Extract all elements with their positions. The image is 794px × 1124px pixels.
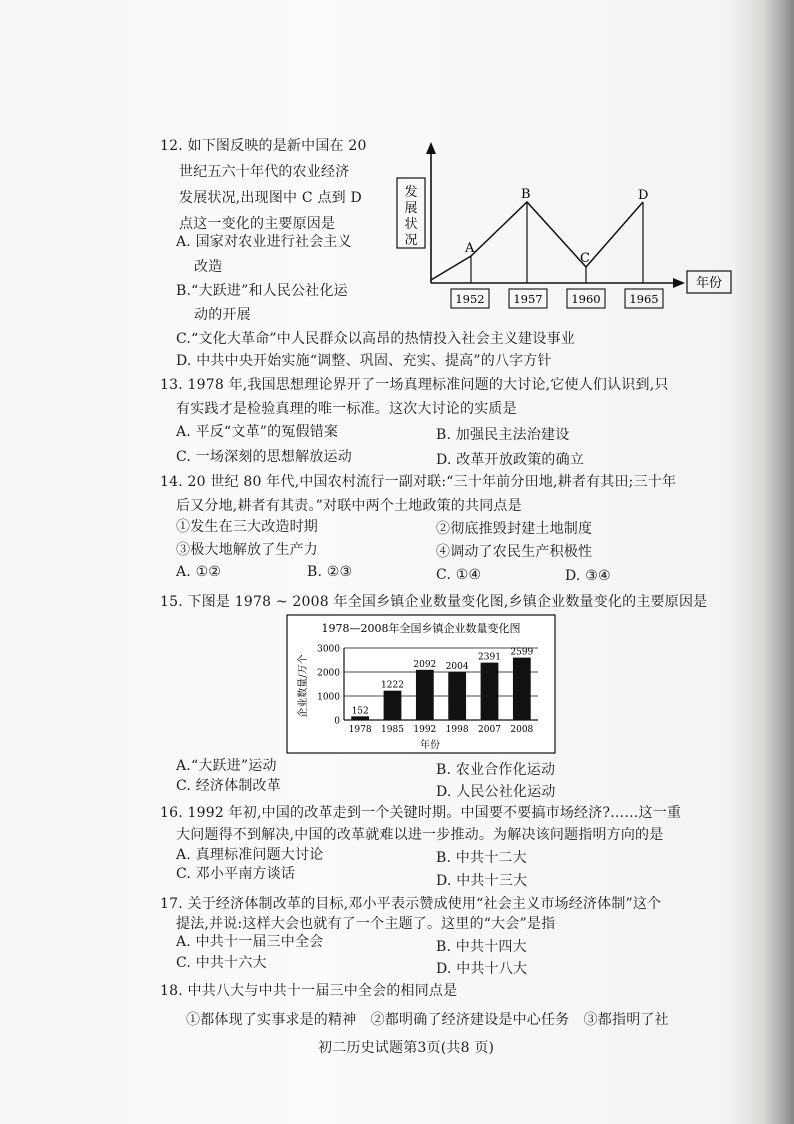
q17-option-d: D. 中共十八大 xyxy=(436,961,528,977)
q14-option-d: D. ③④ xyxy=(565,568,611,584)
chart-data-label: 2599 xyxy=(510,647,534,658)
q12-xlabel: 年份 xyxy=(695,276,723,291)
q12-point-a: A xyxy=(465,241,475,256)
page-footer: 初二历史试题第3页(共8 页) xyxy=(318,1040,495,1056)
chart-data-label: 2391 xyxy=(478,652,501,663)
q15-option-d: D. 人民公社化运动 xyxy=(436,784,556,800)
q12-point-d: D xyxy=(638,188,649,203)
chart-y-tick-label: 3000 xyxy=(317,644,340,655)
q12-option-d: D. 中共中央开始实施“调整、巩固、充实、提高”的八字方针 xyxy=(176,353,552,369)
q14-statement-2: ②彻底推毁封建土地制度 xyxy=(436,521,593,537)
q17-stem-line-1: 17. 关于经济体制改革的目标,邓小平表示赞成使用“社会主义市场经济体制”这个 xyxy=(160,896,662,912)
q13-stem-line-1: 13. 1978 年,我国思想理论界开了一场真理标准问题的大讨论,它使人们认识到,只 xyxy=(160,377,669,393)
q16-option-d: D. 中共十三大 xyxy=(436,873,528,889)
q14-option-a: A. ①② xyxy=(176,564,222,580)
q15-stem: 15. 下图是 1978 ~ 2008 年全国乡镇企业数量变化图,乡镇企业数量变化的主要原因是 xyxy=(160,594,708,610)
q13-stem-line-2: 有实践才是检验真理的唯一标准。这次大讨论的实质是 xyxy=(176,401,517,417)
chart-y-tick-label: 0 xyxy=(334,716,340,727)
q12-stem-line-1: 12. 如下图反映的是新中国在 20 xyxy=(160,138,367,154)
q12-option-a-line-1: A. 国家对农业进行社会主义 xyxy=(176,234,352,250)
q13-option-b: B. 加强民主法治建设 xyxy=(436,427,570,443)
q12-ylabel-char-1: 发 xyxy=(404,185,418,200)
q12-ylabel-char-4: 况 xyxy=(404,233,418,248)
q12-point-b: B xyxy=(521,187,531,202)
q12-option-c: C.“文化大革命”中人民群众以高昂的热情投入社会主义建设事业 xyxy=(176,331,575,347)
q12-figure xyxy=(395,140,735,315)
q12-x-arrow xyxy=(673,278,685,288)
q13-option-d: D. 改革开放政策的确立 xyxy=(436,452,585,468)
q12-point-c: C xyxy=(580,251,590,266)
q16-option-c: C. 邓小平南方谈话 xyxy=(176,866,296,882)
q17-option-b: B. 中共十四大 xyxy=(436,939,527,955)
chart-data-label: 2004 xyxy=(445,661,469,672)
q15-option-b: B. 农业合作化运动 xyxy=(436,762,556,778)
q14-option-b: B. ②③ xyxy=(307,564,353,580)
q12-stem-line-4: 点这一变化的主要原因是 xyxy=(179,216,336,232)
q14-statement-3: ③极大地解放了生产力 xyxy=(176,542,318,558)
q16-option-a: A. 真理标准问题大讨论 xyxy=(176,847,324,863)
chart-x-tick-label: 2008 xyxy=(510,725,534,735)
q14-statement-1: ①发生在三大改造时期 xyxy=(176,519,318,535)
q12-option-a-line-2: 改造 xyxy=(194,259,223,275)
q16-stem-line-1: 16. 1992 年初,中国的改革走到一个关键时期。中国要不要搞市场经济?……这一重 xyxy=(160,805,682,821)
chart-x-tick-label: 1985 xyxy=(381,725,404,735)
q12-stem-line-3: 发展状况,出现图中 C 点到 D xyxy=(179,190,362,206)
q17-option-c: C. 中共十六大 xyxy=(176,955,267,971)
chart-x-tick-label: 1998 xyxy=(445,725,469,735)
page-edge-shadow xyxy=(764,0,794,1124)
q12-option-b-line-2: 动的开展 xyxy=(194,307,251,323)
q15-option-c: C. 经济体制改革 xyxy=(176,778,281,794)
chart-xlabel: 年份 xyxy=(420,740,440,751)
q14-stem-line-1: 14. 20 世纪 80 年代,中国农村流行一副对联:“三十年前分田地,耕者有其田;三十年 xyxy=(160,474,677,490)
q14-statement-4: ④调动了农民生产积极性 xyxy=(436,544,593,560)
q12-trend-line xyxy=(431,202,643,280)
q12-ylabel-char-2: 展 xyxy=(404,201,418,216)
q14-stem-line-2: 后又分地,耕者有其责。”对联中两个土地政策的共同点是 xyxy=(176,498,522,514)
q12-ylabel-char-3: 状 xyxy=(404,217,418,232)
q14-option-c: C. ①④ xyxy=(436,567,482,583)
chart-data-label: 1222 xyxy=(381,680,404,691)
q13-option-a: A. 平反“文革”的冤假错案 xyxy=(176,424,339,440)
q12-year-2: 1957 xyxy=(513,292,543,306)
chart-y-tick-label: 2000 xyxy=(317,668,340,679)
q12-option-b-line-1: B.“大跃进”和人民公社化运 xyxy=(176,283,348,299)
q12-year-3: 1960 xyxy=(571,292,601,306)
q17-option-a: A. 中共十一届三中全会 xyxy=(176,934,324,950)
chart-title: 1978—2008年全国乡镇企业数量变化图 xyxy=(321,622,521,635)
q12-year-4: 1965 xyxy=(629,292,659,306)
chart-x-tick-label: 1992 xyxy=(413,725,437,735)
q12-year-1: 1952 xyxy=(455,292,485,306)
chart-x-tick-label: 2007 xyxy=(478,725,501,735)
chart-bar xyxy=(481,663,499,720)
chart-data-label: 2092 xyxy=(413,659,437,670)
chart-ylabel: 企业数量/万个 xyxy=(298,654,309,718)
q12-stem-line-2: 世纪五六十年代的农业经济 xyxy=(179,164,350,180)
chart-bar xyxy=(448,672,466,720)
chart-bar xyxy=(384,691,402,720)
q18-stem: 18. 中共八大与中共十一届三中全会的相同点是 xyxy=(160,983,458,999)
q12-y-arrow xyxy=(426,142,436,154)
chart-bar xyxy=(416,670,434,720)
q17-stem-line-2: 提法,并说:这样大会也就有了一个主题了。这里的“大会”是指 xyxy=(176,916,556,932)
chart-bar xyxy=(351,716,369,720)
q13-option-c: C. 一场深刻的思想解放运动 xyxy=(176,449,352,465)
q16-stem-line-2: 大问题得不到解决,中国的改革就难以进一步推动。为解决该问题指明方向的是 xyxy=(176,827,664,843)
q15-bar-chart xyxy=(286,614,556,754)
q15-option-a: A.“大跃进”运动 xyxy=(176,758,277,774)
chart-y-tick-label: 1000 xyxy=(317,692,340,703)
chart-bar xyxy=(513,658,531,720)
q18-statements: ①都体现了实事求是的精神 ②都明确了经济建设是中心任务 ③都指明了社 xyxy=(186,1012,669,1028)
q16-option-b: B. 中共十二大 xyxy=(436,850,527,866)
chart-data-label: 152 xyxy=(351,706,369,717)
chart-x-tick-label: 1978 xyxy=(348,725,372,735)
